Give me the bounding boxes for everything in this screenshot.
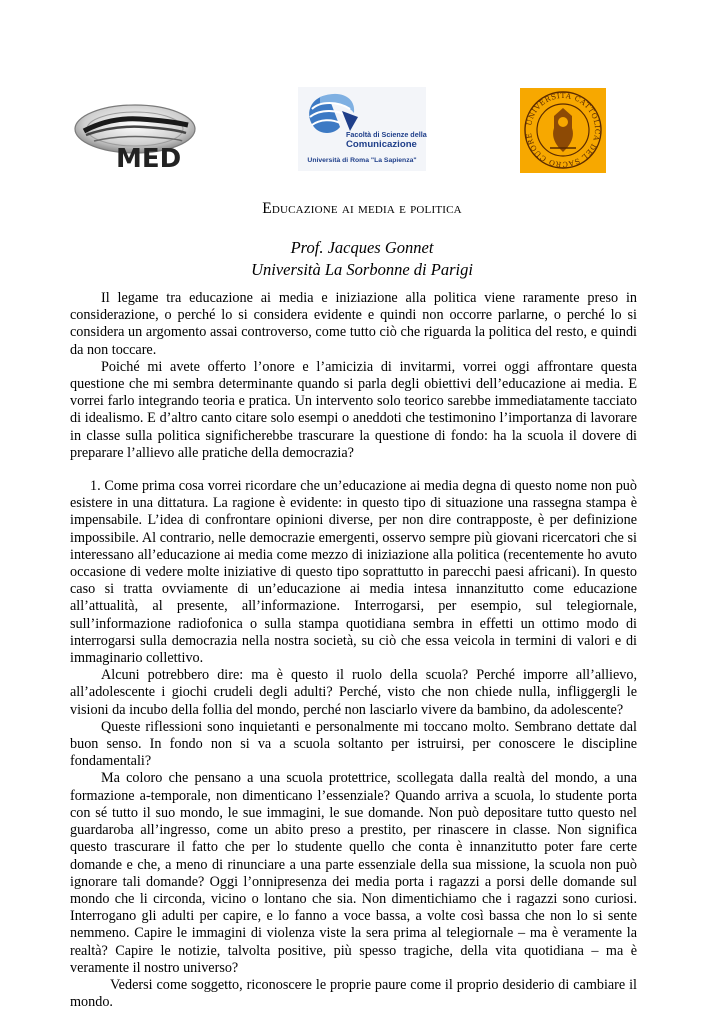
med-logo [70,95,200,175]
body-paragraph: Il legame tra educazione ai media e iniziazione alla politica viene raramente preso in considerazione, o perché lo si considera evidente e quindi non occorre parlarne, o perché lo si considera un argomento assai controverso, come tutto ciò che riguarda la politica del resto, e quindi da non toccare. [70,290,637,358]
body-paragraph: Queste riflessioni sono inquietanti e personalmente mi toccano molto. Sembrano dettate dal buon senso. In fondo non si va a scuola soltanto per istruirsi, per conoscere le discipline fondamentali? [70,718,637,770]
numbered-paragraph: 1. Come prima cosa vorrei ricordare che un’educazione ai media degna di questo nome non può esistere in una dittatura. La ragione è evidente: in questo tipo di situazione una rassegna stampa è impensabile. L’idea di confrontare opinioni diverse, per non dire contrapposte, è per definizione impossibile. Al contrario, nelle democrazie emergenti, osservo sempre più giovani ricercatori che si interessano all’educazione ai media come mezzo di iniziazione alla politica (recentemente ho avuto occasione di vedere molte iniziative di questo tipo soprattutto in parecchi paesi africani). In questo caso si tratta ovviamente di un’educazione ai media intesa innanzitutto come educazione all’attualità, al presente, all’informazione. Interrogarsi, per esempio, sul telegiornale, sull’informazione radiofonica o sulla stampa quotidiana sembra in effetti un ottimo modo di interrogarsi sulla democrazia nella nostra società, su ciò che essa veicola in termini di valori e di immaginario collettivo. [70,478,637,667]
sapienza-faculty-line: Facoltà di Scienze della [346,130,427,139]
cattolica-ring-text: UNIVERSITÀ CATTOLICA DEL SACRO CUORE [524,90,603,170]
sapienza-comunicazione-line: Comunicazione [346,139,417,150]
author-name: Prof. Jacques Gonnet [290,238,434,257]
document-body [70,290,637,1011]
body-paragraph: Alcuni potrebbero dire: ma è questo il ruolo della scuola? Perché imporre all’allievo, all’adolescente i giochi crudeli degli adulti? Perché, visto che non chiede nulla, infliggergli le visioni da incubo della follia del mondo, perché non lasciarlo vivere da bambino, da adolescente? [70,667,637,718]
cattolica-seal-logo [520,88,606,173]
document-title: Educazione ai media e politica [262,200,462,217]
med-logo-text: MED [116,144,182,174]
author-affiliation: Università La Sorbonne di Parigi [251,260,473,279]
sapienza-comunicazione-logo [298,87,426,171]
body-paragraph: Poiché mi avete offerto l’onore e l’amicizia di invitarmi, vorrei oggi affrontare questa questione che mi sembra determinante quando si parla degli obiettivi dell’educazione ai media. E vorrei farlo integrando teoria e pratica. Un intervento solo teorico sarebbe immediatamente tacciato di idealismo. E d’altro canto citare solo esempi o aneddoti che testimonino l’importanza di lavorare in classe sulla politica significherebbe trascurare la questione di fondo: ha la scuola il dovere di preparare l’allievo alle pratiche della democrazia? [70,358,637,461]
sapienza-university-line: Università di Roma "La Sapienza" [307,157,417,164]
author-block [70,237,654,281]
body-paragraph: Ma coloro che pensano a una scuola protettrice, scollegata dalla realtà del mondo, a una formazione a-temporale, non dimenticano l’essenziale? Quando arriva a scuola, lo studente porta con sé tutto il suo mondo, le sue immagini, le sue domande. Non può depositare tutto questo nel guardaroba all’ingresso, come un abito preso a prestito, per rinascere in classe. Non significa questo trascurare il fatto che per lo studente quello che conta è innanzitutto poter fare certe domande e che, a meno di rinunciare a una parte essenziale della sua missione, la scuola non può ignorare tali domande? Oggi l’onnipresenza dei media porta i ragazzi a porsi delle domande sul mondo che li circonda, vicino o lontano che sia. Non dimentichiamo che i ragazzi sono curiosi. Interrogano gli adulti per capire, e lo fanno a voce bassa, a volte così bassa che non lo si sente nemmeno. Capire le immagini di violenza viste la sera prima al telegiornale – ma è veramente la realtà? Capire le notizie, talvolta positive, più spesso tragiche, della vita quotidiana – ma è veramente il nostro universo? [70,770,637,976]
body-paragraph: Vedersi come soggetto, riconoscere le proprie paure come il proprio desiderio di cambiare il mondo. [70,976,637,1011]
